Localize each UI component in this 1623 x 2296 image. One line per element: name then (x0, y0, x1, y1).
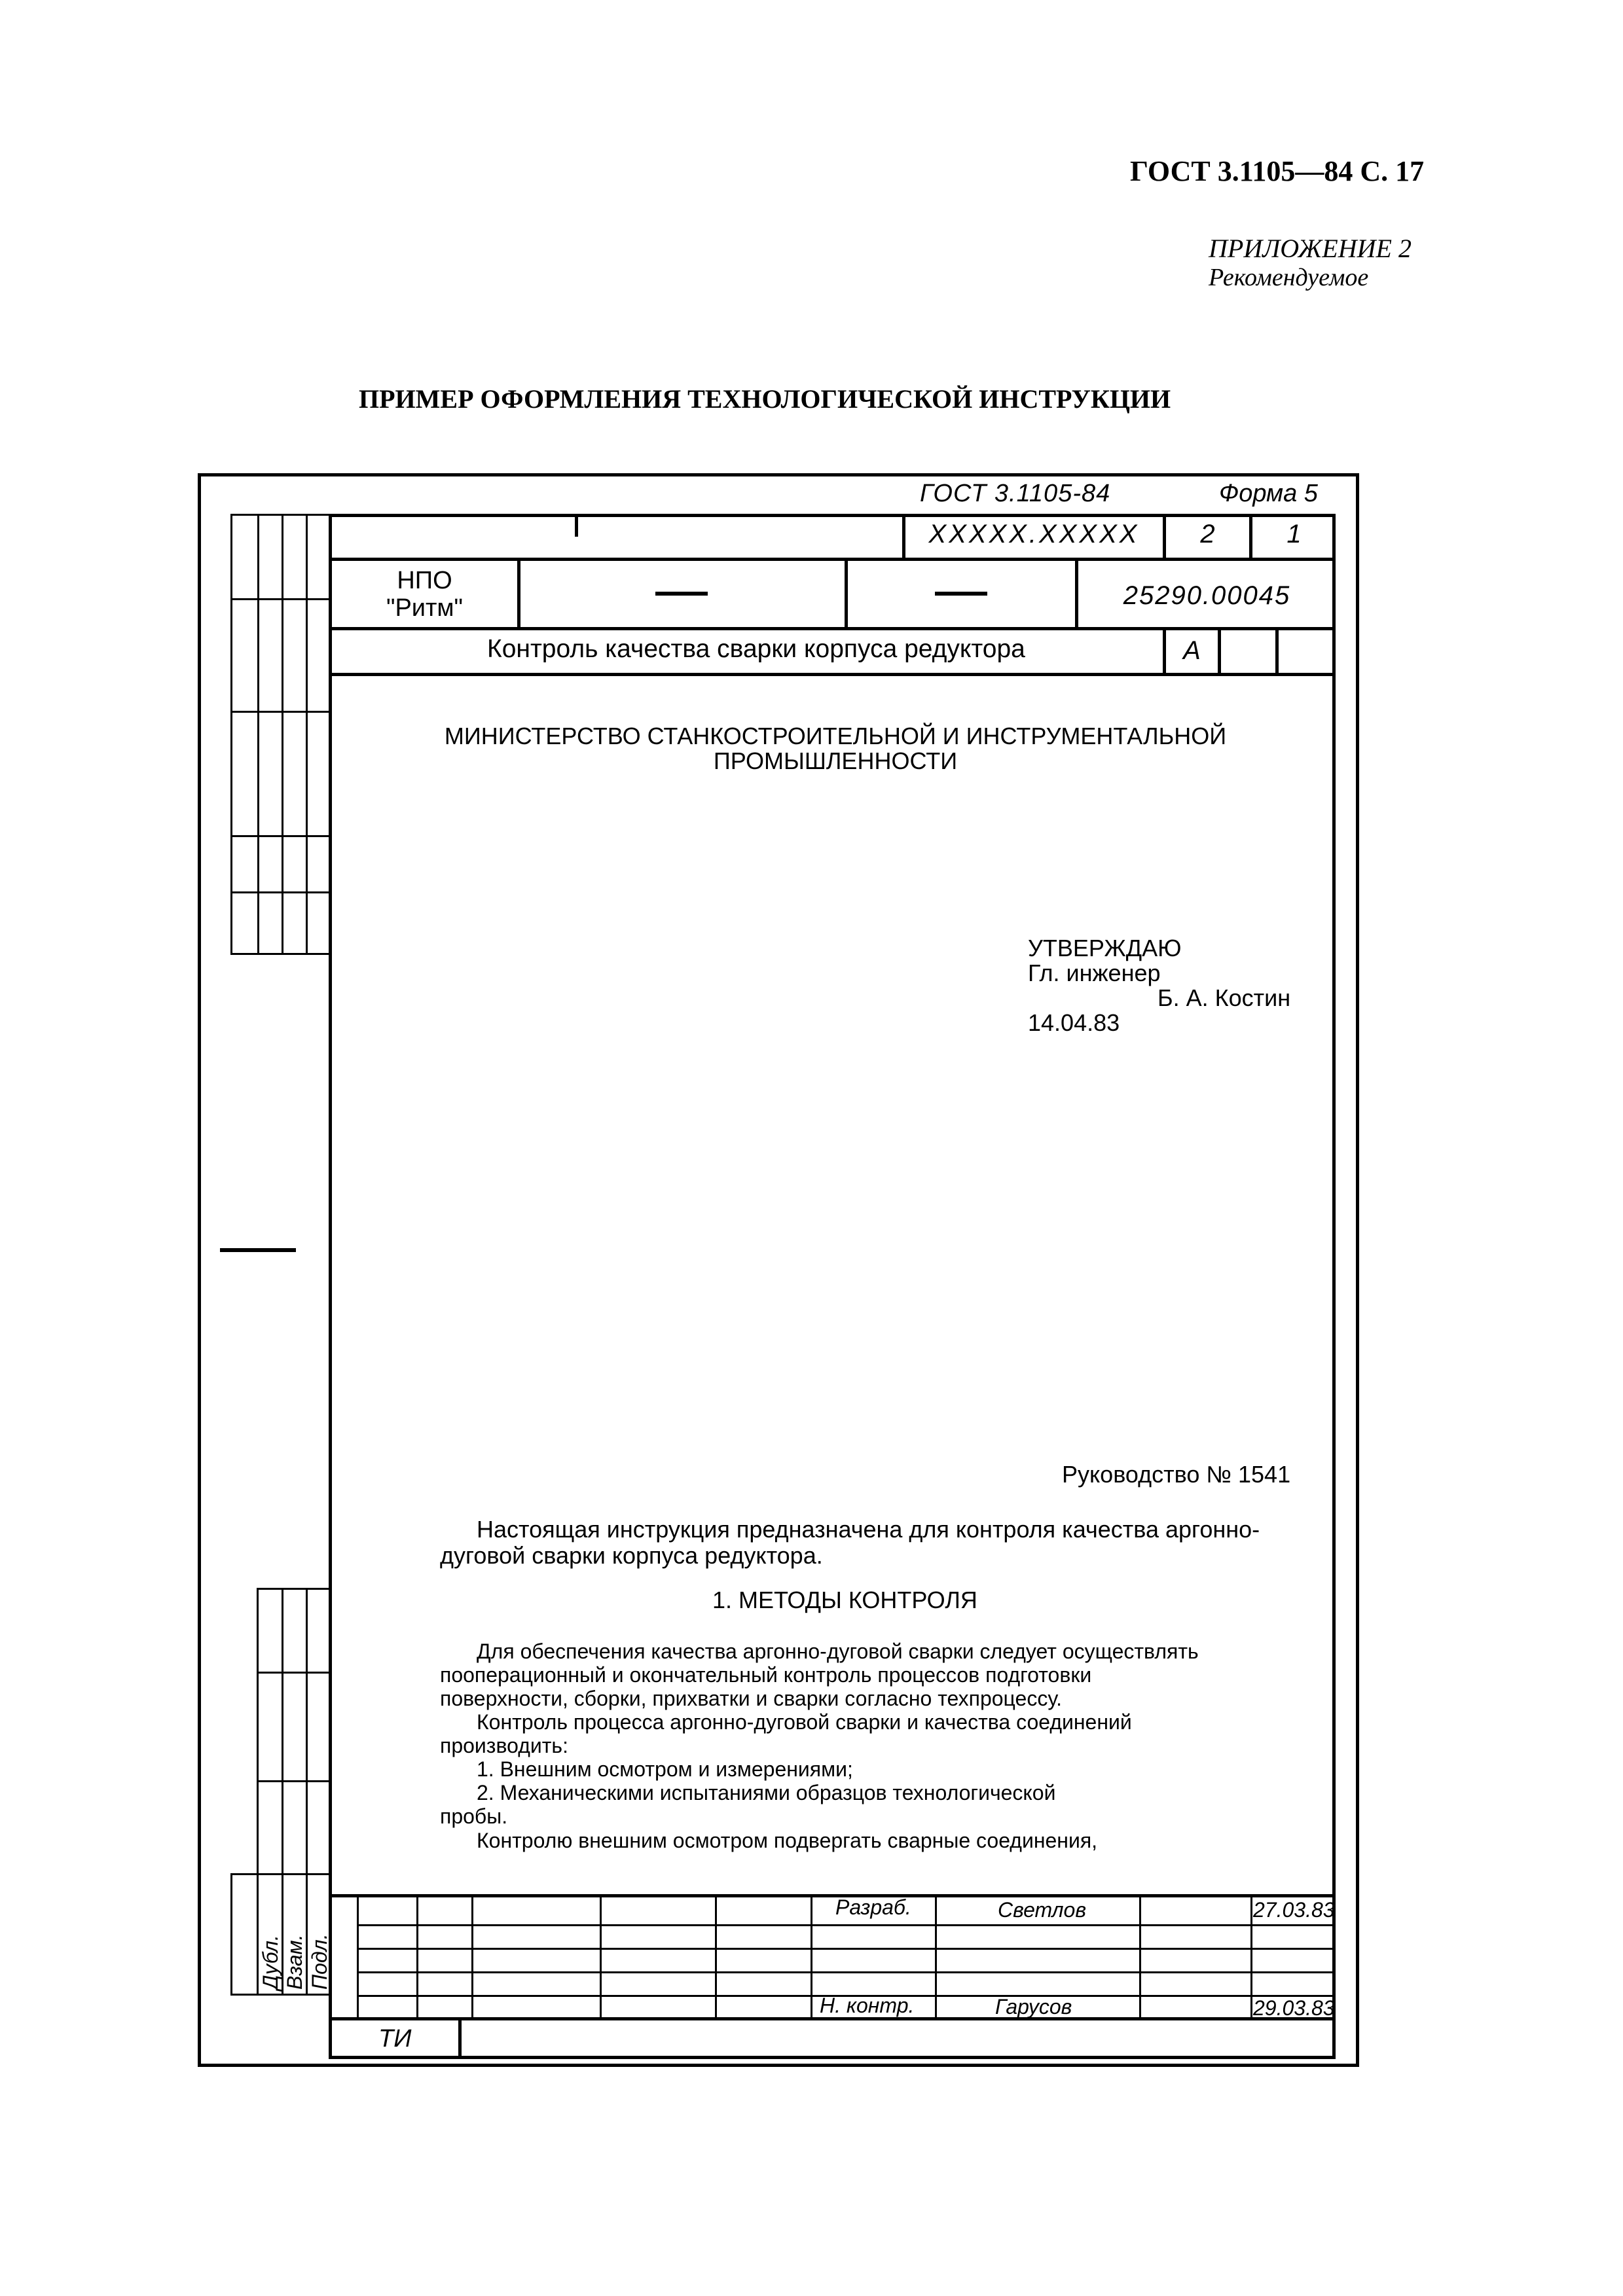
left-margin-lower-v0 (230, 1873, 232, 1995)
intro-line-1: Настоящая инструкция предназначена для контроля качества аргонно- (477, 1516, 1260, 1543)
left-margin-lower-v1 (257, 1588, 259, 1995)
left-margin-dash (220, 1248, 296, 1252)
body-line-7: 2. Механическими испытаниями образцов технологической (477, 1781, 1056, 1804)
manual-number: Руководство № 1541 (1062, 1461, 1291, 1488)
left-margin-upper-v3 (282, 514, 283, 955)
body-line-6: 1. Внешним осмотром и измерениями; (477, 1757, 853, 1781)
left-margin-upper-v4 (306, 514, 308, 955)
header-row2-div1 (517, 558, 520, 628)
sign-role-developer: Разраб. (835, 1895, 911, 1919)
intro-line-2: дуговой сварки корпуса редуктора. (440, 1542, 823, 1569)
left-margin-upper-v2 (257, 514, 259, 955)
sign-col-9 (1250, 1894, 1252, 2018)
sign-col-6 (811, 1894, 812, 2018)
approval-approved: УТВЕРЖДАЮ (1028, 935, 1182, 961)
form-number-label: Форма 5 (1219, 480, 1318, 507)
approval-position: Гл. инженер (1028, 960, 1161, 986)
left-margin-upper-v1 (230, 514, 232, 955)
doc-name: Контроль качества сварки корпуса редуктора (487, 635, 1025, 663)
sign-row-line-3 (357, 1971, 1336, 1973)
appendix-label: ПРИЛОЖЕНИЕ 2 (1209, 234, 1412, 263)
header-row3-bottom (329, 673, 1336, 676)
left-margin-upper-h1 (230, 514, 330, 516)
section-title: 1. МЕТОДЫ КОНТРОЛЯ (712, 1587, 977, 1613)
sheet-total: 2 (1200, 520, 1215, 548)
body-line-4: Контроль процесса аргонно-дуговой сварки и качества соединений (477, 1710, 1132, 1734)
left-margin-upper-h2 (230, 598, 330, 600)
body-line-8: пробы. (440, 1804, 508, 1828)
footer-divider (458, 2017, 462, 2059)
sign-col-3 (471, 1894, 473, 2018)
ministry-line-2: ПРОМЫШЛЕННОСТИ (713, 747, 958, 774)
doc-number: 25290.00045 (1123, 581, 1291, 610)
header-row3-div2 (1218, 627, 1221, 674)
form-standard-label: ГОСТ 3.1105-84 (920, 480, 1111, 507)
header-row2-div2 (845, 558, 848, 628)
side-label-podl: Подл. (308, 1933, 331, 1990)
sign-row-line-2 (357, 1948, 1336, 1950)
sign-block-top (329, 1894, 1336, 1897)
left-margin-upper-h5 (230, 891, 330, 893)
left-margin-lower-h0 (230, 1873, 257, 1875)
left-margin-lower-h5 (230, 1994, 330, 1996)
left-margin-lower-h1 (257, 1588, 330, 1590)
sign-col-1 (357, 1894, 359, 2018)
letter: А (1183, 636, 1201, 665)
header-row1-bottom (329, 558, 1336, 561)
body-line-9: Контролю внешним осмотром подвергать сварные соединения, (477, 1829, 1098, 1852)
side-label-dubl: Дубл. (259, 1935, 282, 1990)
left-margin-upper-h3 (230, 711, 330, 713)
sign-col-7 (935, 1894, 937, 2018)
left-margin-lower-h4 (257, 1873, 330, 1875)
left-margin-upper-h4 (230, 835, 330, 837)
sign-name-norm-control: Гарусов (995, 1995, 1072, 2018)
sign-date-norm-control: 29.03.83 (1253, 1996, 1335, 2020)
left-margin-lower-h2 (257, 1672, 330, 1674)
sheet-number: 1 (1286, 520, 1302, 548)
document-title: ПРИМЕР ОФОРМЛЕНИЯ ТЕХНОЛОГИЧЕСКОЙ ИНСТРУКЦИИ (359, 384, 1171, 414)
sign-col-8 (1139, 1894, 1141, 2018)
body-line-2: пооперационный и окончательный контроль процессов подготовки (440, 1663, 1092, 1687)
header-row1-tick (575, 517, 578, 537)
left-margin-upper-h6 (230, 953, 330, 955)
page-standard-header: ГОСТ 3.1105—84 С. 17 (1130, 155, 1425, 187)
sign-date-developer: 27.03.83 (1253, 1898, 1335, 1922)
header-row2-bottom (329, 627, 1336, 630)
appendix-status: Рекомендуемое (1209, 264, 1369, 291)
body-line-5: производить: (440, 1734, 568, 1757)
empty-field-dash-1 (655, 592, 708, 596)
body-line-1: Для обеспечения качества аргонно-дуговой сварки следует осуществлять (477, 1640, 1199, 1663)
sign-name-developer: Светлов (998, 1898, 1087, 1922)
approval-name: Б. А. Костин (1158, 984, 1291, 1011)
sign-row-line-1 (357, 1924, 1336, 1926)
left-margin-lower-h3 (257, 1780, 330, 1782)
sign-col-4 (600, 1894, 602, 2018)
body-line-3: поверхности, сборки, прихватки и сварки согласно техпроцессу. (440, 1687, 1062, 1710)
header-row3-div3 (1275, 627, 1279, 674)
sign-col-5 (715, 1894, 717, 2018)
footer-code: ТИ (378, 2025, 412, 2053)
approval-date: 14.04.83 (1028, 1009, 1120, 1036)
org-name-line2: "Ритм" (386, 594, 464, 622)
sign-col-2 (416, 1894, 418, 2018)
ministry-line-1: МИНИСТЕРСТВО СТАНКОСТРОИТЕЛЬНОЙ И ИНСТРУМЕНТАЛЬНОЙ (444, 723, 1227, 749)
org-name-line1: НПО (397, 567, 452, 594)
sign-role-norm-control: Н. контр. (820, 1994, 915, 2017)
empty-field-dash-2 (935, 592, 987, 596)
doc-code: XXXXX.XXXXX (928, 520, 1140, 548)
side-label-vzam: Взам. (283, 1934, 306, 1990)
